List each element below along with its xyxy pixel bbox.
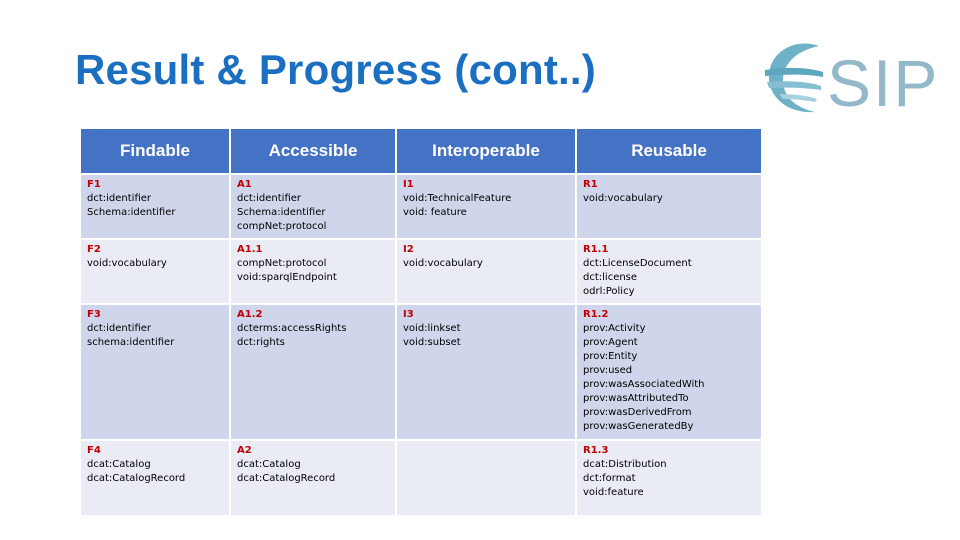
vocabulary-term: dcterms:accessRights xyxy=(237,323,347,334)
vocabulary-term: dcat:Distribution xyxy=(583,459,667,470)
principle-code: R1.3 xyxy=(583,445,609,456)
principle-code: F2 xyxy=(87,244,101,255)
vocabulary-term: void:linkset xyxy=(403,323,461,334)
vocabulary-term: dcat:CatalogRecord xyxy=(237,473,336,484)
header-interoperable: Interoperable xyxy=(396,128,576,174)
esip-logo xyxy=(757,28,947,128)
cell-reusable xyxy=(576,440,762,516)
vocabulary-term: compNet:protocol xyxy=(237,221,327,232)
vocabulary-term: dct:LicenseDocument xyxy=(583,258,692,269)
table-header-row xyxy=(80,128,762,174)
vocabulary-term: void:sparqlEndpoint xyxy=(237,272,337,283)
vocabulary-term: Schema:identifier xyxy=(237,207,326,218)
table-row xyxy=(80,174,762,239)
vocabulary-term: dcat:CatalogRecord xyxy=(87,473,186,484)
vocabulary-term: dct:license xyxy=(583,272,638,283)
vocabulary-term: odrl:Policy xyxy=(583,286,635,297)
cell-reusable xyxy=(576,304,762,440)
cell-findable xyxy=(80,304,230,440)
fair-mapping-table xyxy=(79,127,763,517)
cell-interoperable xyxy=(396,440,576,516)
principle-code: I3 xyxy=(403,309,414,320)
principle-code: I1 xyxy=(403,179,414,190)
cell-findable xyxy=(80,174,230,239)
vocabulary-term: void:vocabulary xyxy=(583,193,663,204)
principle-code: A1 xyxy=(237,179,252,190)
header-accessible: Accessible xyxy=(230,128,396,174)
vocabulary-term: dct:rights xyxy=(237,337,285,348)
header-findable: Findable xyxy=(80,128,230,174)
vocabulary-term: prov:wasDerivedFrom xyxy=(583,407,692,418)
vocabulary-term: compNet:protocol xyxy=(237,258,327,269)
principle-code: R1 xyxy=(583,179,598,190)
vocabulary-term: void:vocabulary xyxy=(403,258,483,269)
cell-accessible xyxy=(230,239,396,304)
cell-reusable xyxy=(576,239,762,304)
cell-interoperable xyxy=(396,239,576,304)
cell-reusable xyxy=(576,174,762,239)
vocabulary-term: void: feature xyxy=(403,207,467,218)
header-reusable: Reusable xyxy=(576,128,762,174)
cell-findable xyxy=(80,239,230,304)
cell-interoperable xyxy=(396,174,576,239)
table-row xyxy=(80,304,762,440)
table-row xyxy=(80,239,762,304)
vocabulary-term: dct:identifier xyxy=(237,193,302,204)
principle-code: R1.2 xyxy=(583,309,609,320)
vocabulary-term: prov:wasGeneratedBy xyxy=(583,421,694,432)
principle-code: A1.1 xyxy=(237,244,263,255)
logo-text: SIP xyxy=(827,46,940,120)
vocabulary-term: schema:identifier xyxy=(87,337,175,348)
principle-code: I2 xyxy=(403,244,414,255)
principle-code: A2 xyxy=(237,445,252,456)
principle-code: A1.2 xyxy=(237,309,263,320)
vocabulary-term: prov:used xyxy=(583,365,633,376)
vocabulary-term: void:TechnicalFeature xyxy=(403,193,512,204)
vocabulary-term: prov:Entity xyxy=(583,351,638,362)
vocabulary-term: void:vocabulary xyxy=(87,258,167,269)
table-row xyxy=(80,440,762,516)
esip-swoosh-icon xyxy=(765,44,823,113)
page-title: Result & Progress (cont..) xyxy=(75,46,596,93)
principle-code: F1 xyxy=(87,179,101,190)
cell-findable xyxy=(80,440,230,516)
vocabulary-term: void:feature xyxy=(583,487,644,498)
cell-accessible xyxy=(230,440,396,516)
principle-code: R1.1 xyxy=(583,244,609,255)
cell-interoperable xyxy=(396,304,576,440)
principle-code: F3 xyxy=(87,309,101,320)
vocabulary-term: Schema:identifier xyxy=(87,207,176,218)
principle-code: F4 xyxy=(87,445,101,456)
vocabulary-term: prov:Activity xyxy=(583,323,646,334)
vocabulary-term: dct:identifier xyxy=(87,193,152,204)
cell-accessible xyxy=(230,304,396,440)
vocabulary-term: prov:wasAssociatedWith xyxy=(583,379,705,390)
cell-accessible xyxy=(230,174,396,239)
vocabulary-term: dcat:Catalog xyxy=(87,459,151,470)
vocabulary-term: prov:Agent xyxy=(583,337,638,348)
vocabulary-term: dct:format xyxy=(583,473,636,484)
vocabulary-term: prov:wasAttributedTo xyxy=(583,393,689,404)
vocabulary-term: dcat:Catalog xyxy=(237,459,301,470)
vocabulary-term: void:subset xyxy=(403,337,461,348)
vocabulary-term: dct:identifier xyxy=(87,323,152,334)
